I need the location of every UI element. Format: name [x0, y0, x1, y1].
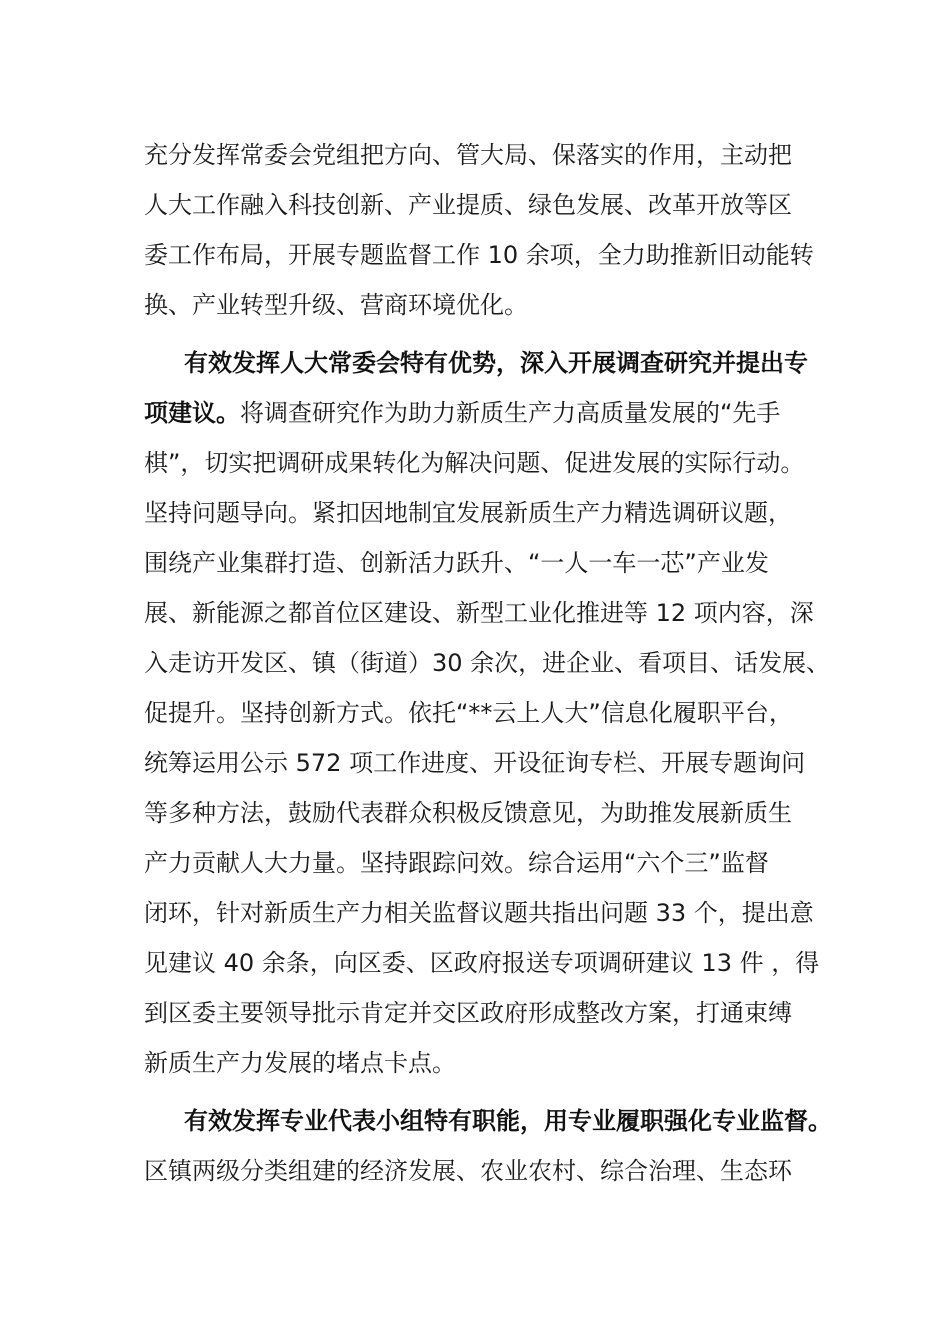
text-line: 促提升。坚持创新方式。依托“**云上人大”信息化履职平台， [144, 699, 793, 727]
text-line: 充分发挥常委会党组把方向、管大局、保落实的作用，主动把 [144, 141, 792, 169]
text-line: 展、新能源之都首位区建设、新型工业化推进等 12 项内容，深 [144, 599, 814, 627]
text-line: 统筹运用公示 572 项工作进度、开设征询专栏、开展专题询问 [144, 749, 806, 777]
paragraph-1 [144, 130, 816, 330]
text-line: 新质生产力发展的堵点卡点。 [144, 1049, 456, 1077]
paragraph-gap [144, 330, 816, 338]
text-line: 换、产业转型升级、营商环境优化。 [144, 291, 528, 319]
text-line: 到区委主要领导批示肯定并交区政府形成整改方案，打通束缚 [144, 999, 792, 1027]
document-body [144, 130, 832, 1196]
paragraph-gap [144, 1088, 816, 1096]
text-span: 将调查研究作为助力新质生产力高质量发展的“先手 [240, 399, 781, 427]
text-line: 人大工作融入科技创新、产业提质、绿色发展、改革开放等区 [144, 191, 792, 219]
text-line: 围绕产业集群打造、创新活力跃升、“一人一车一芯”产业发 [144, 549, 769, 577]
paragraph-3 [144, 1096, 832, 1196]
text-line: 入走访开发区、镇（街道）30 余次，进企业、看项目、话发展、 [144, 649, 831, 677]
paragraph-heading: 有效发挥专业代表小组特有职能，用专业履职强化专业监督。 [184, 1107, 832, 1135]
text-line: 见建议 40 余条，向区委、区政府报送专项调研建议 13 件 ，得 [144, 949, 820, 977]
text-line: 闭环，针对新质生产力相关监督议题共指出问题 33 个，提出意 [144, 899, 814, 927]
text-line: 委工作布局，开展专题监督工作 10 余项，全力助推新旧动能转 [144, 241, 814, 269]
paragraph-heading-end: 项建议。 [144, 399, 240, 427]
text-line: 棋”，切实把调研成果转化为解决问题、促进发展的实际行动。 [144, 449, 805, 477]
text-line: 等多种方法，鼓励代表群众积极反馈意见，为助推发展新质生 [144, 799, 792, 827]
text-line: 坚持问题导向。紧扣因地制宜发展新质生产力精选调研议题， [144, 499, 792, 527]
text-line [144, 388, 816, 438]
paragraph-heading: 有效发挥人大常委会特有优势，深入开展调查研究并提出专 [184, 349, 808, 377]
text-line: 产力贡献人大力量。坚持跟踪问效。综合运用“六个三”监督 [144, 849, 769, 877]
paragraph-2 [144, 338, 831, 1088]
text-line: 区镇两级分类组建的经济发展、农业农村、综合治理、生态环 [144, 1157, 792, 1185]
